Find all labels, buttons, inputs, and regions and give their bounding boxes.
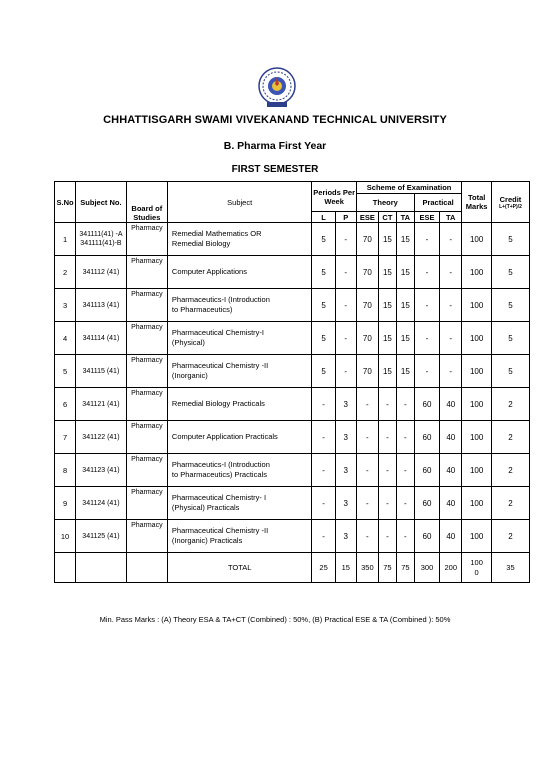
header-ct: CT <box>378 212 396 223</box>
row-subject-code: 341111(41) -A 341111(41)-B <box>76 223 127 256</box>
row-subject-code: 341124 (41) <box>76 487 127 520</box>
row-ta: - <box>396 487 414 520</box>
row-practical-ta: 40 <box>440 421 462 454</box>
row-p: 3 <box>335 487 356 520</box>
row-sno: 2 <box>55 256 76 289</box>
row-board: Pharmacy <box>126 355 167 388</box>
row-board: Pharmacy <box>126 223 167 256</box>
total-practical-ta: 200 <box>440 553 462 583</box>
row-ta: - <box>396 388 414 421</box>
table-row <box>55 289 530 322</box>
row-l: 5 <box>312 289 335 322</box>
row-ct: 15 <box>378 322 396 355</box>
row-sno: 8 <box>55 454 76 487</box>
total-credit: 35 <box>491 553 529 583</box>
total-l: 25 <box>312 553 335 583</box>
total-ta: 75 <box>396 553 414 583</box>
table-row <box>55 388 530 421</box>
row-ese: - <box>356 520 378 553</box>
scheme-table <box>54 181 530 583</box>
total-p: 15 <box>335 553 356 583</box>
row-practical-ese: 60 <box>414 520 439 553</box>
row-practical-ese: 60 <box>414 421 439 454</box>
total-code <box>76 553 127 583</box>
row-board: Pharmacy <box>126 421 167 454</box>
row-board: Pharmacy <box>126 454 167 487</box>
table-row <box>55 520 530 553</box>
row-p: 3 <box>335 421 356 454</box>
row-credit: 2 <box>491 454 529 487</box>
row-total-marks: 100 <box>462 388 492 421</box>
row-practical-ese: 60 <box>414 487 439 520</box>
row-sno: 6 <box>55 388 76 421</box>
row-p: - <box>335 223 356 256</box>
header-credit <box>491 182 529 223</box>
university-title: CHHATTISGARH SWAMI VIVEKANAND TECHNICAL UNIVERSITY <box>103 114 447 126</box>
row-sno: 5 <box>55 355 76 388</box>
row-l: - <box>312 520 335 553</box>
row-total-marks: 100 <box>462 355 492 388</box>
header-practical-ese: ESE <box>414 212 439 223</box>
row-credit: 5 <box>491 322 529 355</box>
row-ct: - <box>378 388 396 421</box>
row-subject: Pharmaceutical Chemistry-I (Physical) <box>167 322 312 355</box>
total-ese: 350 <box>356 553 378 583</box>
row-ct: 15 <box>378 256 396 289</box>
row-ta: 15 <box>396 322 414 355</box>
row-l: 5 <box>312 322 335 355</box>
row-practical-ese: - <box>414 223 439 256</box>
row-practical-ta: - <box>440 322 462 355</box>
table-row <box>55 454 530 487</box>
table-row <box>55 256 530 289</box>
row-board: Pharmacy <box>126 388 167 421</box>
row-ta: - <box>396 520 414 553</box>
total-label: TOTAL <box>167 553 312 583</box>
row-ct: 15 <box>378 355 396 388</box>
program-title: B. Pharma First Year <box>223 140 327 152</box>
row-sno: 7 <box>55 421 76 454</box>
row-ct: - <box>378 520 396 553</box>
row-ct: - <box>378 487 396 520</box>
row-ta: - <box>396 421 414 454</box>
row-practical-ese: - <box>414 322 439 355</box>
row-ese: - <box>356 454 378 487</box>
row-sno: 9 <box>55 487 76 520</box>
row-practical-ta: - <box>440 289 462 322</box>
row-ese: 70 <box>356 355 378 388</box>
row-subject: Remedial Mathematics OR Remedial Biology <box>167 223 312 256</box>
row-practical-ta: - <box>440 223 462 256</box>
row-subject: Pharmaceutical Chemistry -II (Inorganic) <box>167 355 312 388</box>
row-subject: Pharmaceutical Chemistry -II (Inorganic) Practicals <box>167 520 312 553</box>
row-ta: - <box>396 454 414 487</box>
row-p: - <box>335 256 356 289</box>
row-subject: Remedial Biology Practicals <box>167 388 312 421</box>
row-total-marks: 100 <box>462 322 492 355</box>
row-subject-code: 341113 (41) <box>76 289 127 322</box>
row-p: - <box>335 322 356 355</box>
row-l: 5 <box>312 223 335 256</box>
row-credit: 5 <box>491 355 529 388</box>
row-subject-code: 341125 (41) <box>76 520 127 553</box>
header-practical-ta: TA <box>440 212 462 223</box>
row-sno: 10 <box>55 520 76 553</box>
header-board: Board of Studies <box>126 182 167 223</box>
header-credit-label: Credit <box>499 194 522 204</box>
header-practical: Practical <box>414 194 462 212</box>
row-l: 5 <box>312 256 335 289</box>
row-subject: Pharmaceutics-I (Introduction to Pharmaceutics) Practicals <box>167 454 312 487</box>
semester-title: FIRST SEMESTER <box>231 164 319 175</box>
row-ese: - <box>356 421 378 454</box>
row-subject: Computer Application Practicals <box>167 421 312 454</box>
row-p: 3 <box>335 388 356 421</box>
row-total-marks: 100 <box>462 289 492 322</box>
row-subject-code: 341121 (41) <box>76 388 127 421</box>
table-body <box>55 223 530 553</box>
row-board: Pharmacy <box>126 487 167 520</box>
row-l: - <box>312 421 335 454</box>
row-sno: 4 <box>55 322 76 355</box>
row-subject: Pharmaceutics-I (Introduction to Pharmaceutics) <box>167 289 312 322</box>
row-ese: 70 <box>356 289 378 322</box>
row-l: 5 <box>312 355 335 388</box>
header-subject: Subject <box>167 182 312 223</box>
row-practical-ta: 40 <box>440 388 462 421</box>
row-ese: - <box>356 487 378 520</box>
row-l: - <box>312 487 335 520</box>
total-ct: 75 <box>378 553 396 583</box>
row-subject-code: 341122 (41) <box>76 421 127 454</box>
row-practical-ta: - <box>440 256 462 289</box>
header-ta: TA <box>396 212 414 223</box>
row-practical-ta: 40 <box>440 454 462 487</box>
row-sno: 3 <box>55 289 76 322</box>
row-sno: 1 <box>55 223 76 256</box>
table-row <box>55 322 530 355</box>
row-total-marks: 100 <box>462 454 492 487</box>
row-l: - <box>312 454 335 487</box>
table-row <box>55 355 530 388</box>
row-board: Pharmacy <box>126 520 167 553</box>
total-sno <box>55 553 76 583</box>
row-practical-ta: - <box>440 355 462 388</box>
header-subject-no: Subject No. <box>76 182 127 223</box>
header-sno: S.No <box>55 182 76 223</box>
row-ese: 70 <box>356 256 378 289</box>
total-marks-value: 1000 <box>470 557 483 577</box>
row-credit: 5 <box>491 256 529 289</box>
row-practical-ese: - <box>414 355 439 388</box>
table-row <box>55 421 530 454</box>
row-total-marks: 100 <box>462 520 492 553</box>
row-ese: 70 <box>356 322 378 355</box>
row-ta: 15 <box>396 355 414 388</box>
row-practical-ta: 40 <box>440 520 462 553</box>
row-practical-ese: - <box>414 289 439 322</box>
row-practical-ese: - <box>414 256 439 289</box>
header-theory: Theory <box>356 194 414 212</box>
row-board: Pharmacy <box>126 256 167 289</box>
header-l: L <box>312 212 335 223</box>
row-subject-code: 341114 (41) <box>76 322 127 355</box>
row-ese: 70 <box>356 223 378 256</box>
header-scheme: Scheme of Examination <box>356 182 462 194</box>
row-practical-ta: 40 <box>440 487 462 520</box>
row-total-marks: 100 <box>462 256 492 289</box>
row-subject-code: 341112 (41) <box>76 256 127 289</box>
row-total-marks: 100 <box>462 223 492 256</box>
row-p: - <box>335 355 356 388</box>
row-ct: - <box>378 454 396 487</box>
table-row <box>55 223 530 256</box>
row-p: - <box>335 289 356 322</box>
row-total-marks: 100 <box>462 421 492 454</box>
row-subject: Computer Applications <box>167 256 312 289</box>
row-credit: 2 <box>491 487 529 520</box>
pass-marks-note: Min. Pass Marks : (A) Theory ESA & TA+CT (Combined) : 50%, (B) Practical ESE & TA (Combined ): 50% <box>99 615 451 624</box>
row-ct: 15 <box>378 289 396 322</box>
row-l: - <box>312 388 335 421</box>
row-ta: 15 <box>396 223 414 256</box>
row-subject: Pharmaceutical Chemistry- I (Physical) Practicals <box>167 487 312 520</box>
row-subject-code: 341115 (41) <box>76 355 127 388</box>
header-credit-formula: L+(T+P)/2 <box>499 203 522 210</box>
row-credit: 2 <box>491 421 529 454</box>
row-total-marks: 100 <box>462 487 492 520</box>
university-logo <box>255 66 299 110</box>
table-row <box>55 487 530 520</box>
row-credit: 2 <box>491 388 529 421</box>
header-ese: ESE <box>356 212 378 223</box>
row-board: Pharmacy <box>126 289 167 322</box>
row-ct: 15 <box>378 223 396 256</box>
total-board <box>126 553 167 583</box>
total-marks <box>462 553 492 583</box>
row-ta: 15 <box>396 289 414 322</box>
row-ta: 15 <box>396 256 414 289</box>
row-board: Pharmacy <box>126 322 167 355</box>
header-p: P <box>335 212 356 223</box>
total-row <box>55 553 530 583</box>
row-credit: 5 <box>491 289 529 322</box>
row-ese: - <box>356 388 378 421</box>
row-practical-ese: 60 <box>414 388 439 421</box>
row-credit: 5 <box>491 223 529 256</box>
row-practical-ese: 60 <box>414 454 439 487</box>
row-credit: 2 <box>491 520 529 553</box>
total-practical-ese: 300 <box>414 553 439 583</box>
row-ct: - <box>378 421 396 454</box>
row-subject-code: 341123 (41) <box>76 454 127 487</box>
row-p: 3 <box>335 454 356 487</box>
header-periods: Periods Per Week <box>312 182 356 212</box>
row-p: 3 <box>335 520 356 553</box>
header-total-marks: Total Marks <box>462 182 492 223</box>
